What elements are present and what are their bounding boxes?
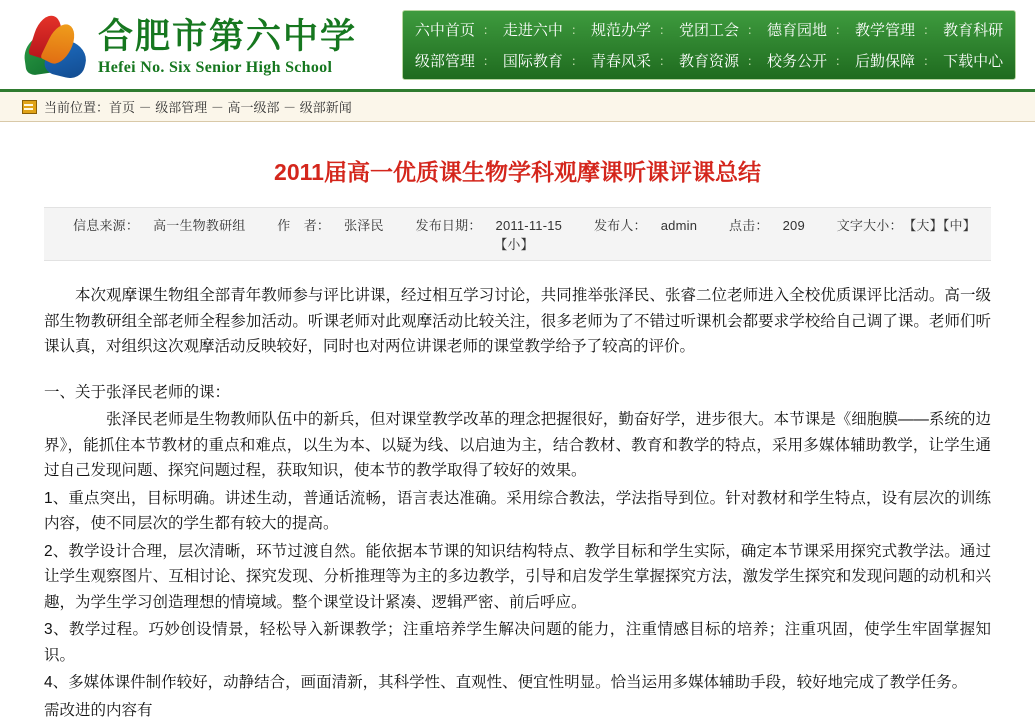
meta-date-label: 发布日期： xyxy=(416,218,482,233)
meta-source-label: 信息来源： xyxy=(73,218,139,233)
article-body xyxy=(44,283,991,723)
article-paragraph: 4、多媒体课件制作较好，动静结合，画面清新，其科学性、直观性、便宜性明显。恰当运用多媒体辅助手段，较好地完成了教学任务。 xyxy=(44,670,991,696)
meta-publisher-value: admin xyxy=(661,218,697,233)
nav-separator: ： xyxy=(745,21,761,38)
nav-separator: ： xyxy=(921,52,937,69)
main-navigation xyxy=(402,10,1016,80)
article-paragraph: 3、教学过程。巧妙创设情景，轻松导入新课教学；注重培养学生解决问题的能力，注重情感目标的培养；注重巩固，使学生牢固掌握知识。 xyxy=(44,617,991,668)
paragraph-spacer xyxy=(44,362,991,380)
site-header xyxy=(0,0,1035,92)
breadcrumb-separator: － xyxy=(135,100,155,115)
nav-separator: ： xyxy=(481,21,497,38)
font-size-large-button[interactable]: 【大】 xyxy=(910,218,943,233)
logo-chinese-name: 合肥市第六中学 xyxy=(98,19,357,56)
nav-separator: ： xyxy=(569,21,585,38)
nav-item-3[interactable]: 党团工会 xyxy=(673,19,745,40)
article-paragraph: 本次观摩课生物组全部青年教师参与评比讲课，经过相互学习讨论，共同推举张泽民、张睿二位老师进入全校优质课评比活动。高一级部生物教研组全部老师全程参加活动。听课老师对此观摩活动比较关注，很多老师为了不错过听课机会都要求学校给自己调了课。老师们听课认真，对组织这次观摩活动反映较好，同时也对两位讲课老师的课堂教学给予了较高的评价。 xyxy=(44,283,991,360)
meta-source-value: 高一生物教研组 xyxy=(153,218,245,233)
breadcrumb-separator: － xyxy=(207,100,227,115)
article xyxy=(0,154,1035,723)
meta-author xyxy=(270,218,390,233)
meta-author-label: 作 者： xyxy=(277,218,330,233)
nav-item-5[interactable]: 教学管理 xyxy=(849,19,921,40)
breadcrumb-item-0[interactable]: 首页 xyxy=(109,100,135,115)
nav-separator: ： xyxy=(657,21,673,38)
nav-item-4[interactable]: 德育园地 xyxy=(761,19,833,40)
breadcrumb xyxy=(0,92,1035,122)
nav-item-6[interactable]: 教育科研 xyxy=(937,19,1009,40)
nav-separator: ： xyxy=(657,52,673,69)
article-paragraph: 需改进的内容有 xyxy=(44,698,991,723)
nav-item-12[interactable]: 后勤保障 xyxy=(849,50,921,71)
nav-item-2[interactable]: 规范办学 xyxy=(585,19,657,40)
nav-separator: ： xyxy=(833,52,849,69)
breadcrumb-prefix: 当前位置： xyxy=(44,100,109,115)
nav-separator: ： xyxy=(833,21,849,38)
nav-item-0[interactable]: 六中首页 xyxy=(409,19,481,40)
nav-item-13[interactable]: 下载中心 xyxy=(937,50,1009,71)
nav-row-secondary xyxy=(407,45,1011,76)
breadcrumb-item-1[interactable]: 级部管理 xyxy=(155,100,207,115)
logo-english-name: Hefei No. Six Senior High School xyxy=(98,60,357,77)
site-logo[interactable] xyxy=(18,8,398,88)
nav-separator: ： xyxy=(569,52,585,69)
article-paragraph: 2、教学设计合理，层次清晰，环节过渡自然。能依据本节课的知识结构特点、教学目标和学生实际，确定本节课采用探究式教学法。通过让学生观察图片、互相讨论、探究发现、分析推理等为主的多边教学，引导和启发学生掌握探究方法，激发学生探究和发现问题的动机和兴趣，为学生学习创造理想的情境域。整个课堂设计紧凑、逻辑严密、前后呼应。 xyxy=(44,539,991,616)
meta-date-value: 2011-11-15 xyxy=(496,218,563,233)
article-paragraph: 1、重点突出，目标明确。讲述生动，普通话流畅，语言表达准确。采用综合教法，学法指导到位。针对教材和学生特点，设有层次的训练内容，使不同层次的学生都有较大的提高。 xyxy=(44,486,991,537)
meta-source xyxy=(66,218,252,233)
article-paragraph: 一、关于张泽民老师的课： xyxy=(44,380,991,406)
meta-publisher xyxy=(587,218,704,233)
nav-item-8[interactable]: 国际教育 xyxy=(497,50,569,71)
nav-separator: ： xyxy=(745,52,761,69)
meta-hits-label: 点击： xyxy=(729,218,769,233)
font-size-small-button[interactable]: 【小】 xyxy=(494,237,534,252)
article-paragraph: 张泽民老师是生物教师队伍中的新兵，但对课堂教学改革的理念把握很好，勤奋好学，进步很大。本节课是《细胞膜——系统的边界》，能抓住本节教材的重点和难点，以生为本、以疑为线、以启迪为主，结合教材、教育和教学的特点，采用多媒体辅助教学，让学生通过自己发现问题、探究问题过程，获取知识，使本节的教学取得了较好的效果。 xyxy=(44,407,991,484)
nav-separator: ： xyxy=(481,52,497,69)
meta-date xyxy=(409,218,570,233)
font-size-medium-button[interactable]: 【中】 xyxy=(943,218,976,233)
nav-item-7[interactable]: 级部管理 xyxy=(409,50,481,71)
breadcrumb-separator: － xyxy=(280,100,300,115)
nav-separator: ： xyxy=(921,21,937,38)
nav-item-9[interactable]: 青春风采 xyxy=(585,50,657,71)
school-emblem-icon xyxy=(18,13,92,83)
meta-publisher-label: 发布人： xyxy=(594,218,647,233)
meta-author-value: 张泽民 xyxy=(344,218,384,233)
nav-item-11[interactable]: 校务公开 xyxy=(761,50,833,71)
breadcrumb-item-2[interactable]: 高一级部 xyxy=(228,100,280,115)
nav-item-10[interactable]: 教育资源 xyxy=(673,50,745,71)
page-title: 2011届高一优质课生物学科观摩课听课评课总结 xyxy=(44,154,991,187)
nav-item-1[interactable]: 走进六中 xyxy=(497,19,569,40)
meta-hits xyxy=(722,218,812,233)
folder-icon xyxy=(22,100,37,114)
meta-hits-value: 209 xyxy=(783,218,805,233)
article-meta xyxy=(44,207,991,261)
breadcrumb-item-3[interactable]: 级部新闻 xyxy=(300,100,352,115)
nav-row-primary xyxy=(407,14,1011,45)
meta-fontsize-label: 文字大小： xyxy=(837,218,903,233)
